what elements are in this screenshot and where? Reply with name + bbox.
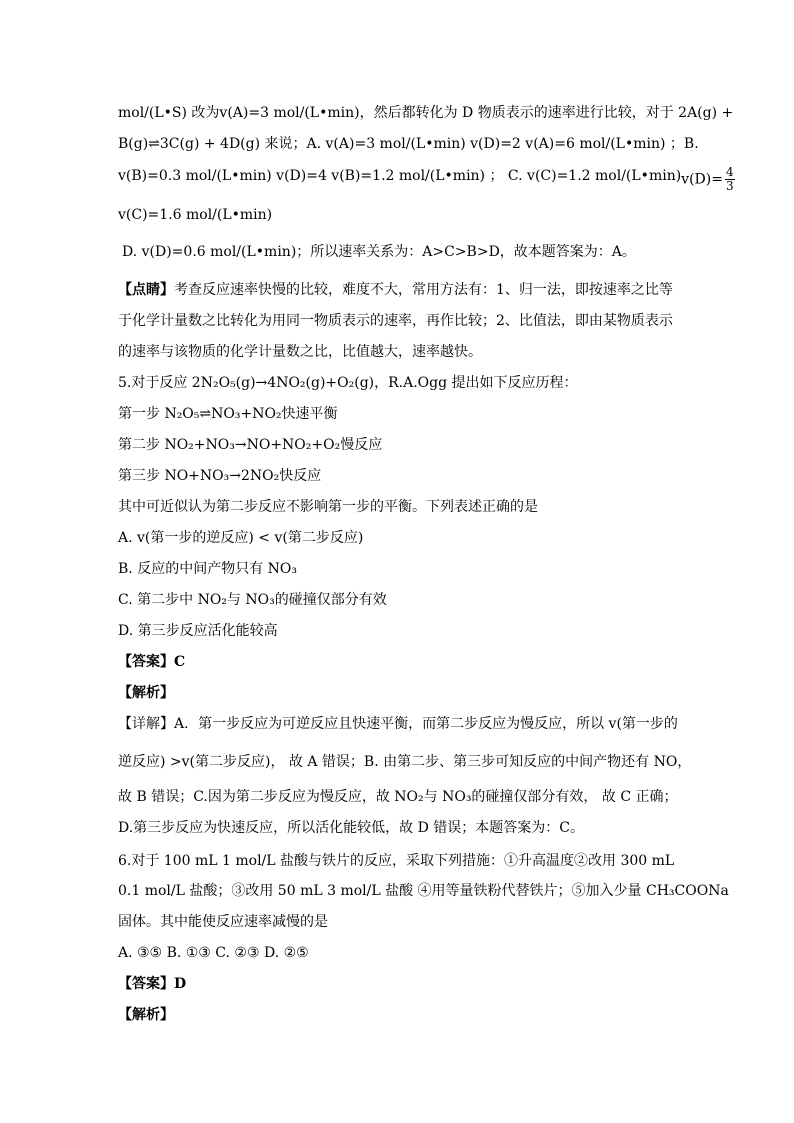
options-line: A. ③⑤ B. ①③ C. ②③ D. ②⑤ [118, 945, 309, 961]
text-line: 故 B 错误；C.因为第二步反应为慢反应，故 NO₂与 NO₃的碰撞仅部分有效， 故 C 正确； [118, 789, 678, 805]
analysis-label: 【解析】 [118, 685, 174, 701]
fraction [725, 166, 735, 193]
text-line: 第一步 N₂O₅⇌NO₃+NO₂快速平衡 [118, 406, 338, 422]
question-title: 6.对于 100 mL 1 mol/L 盐酸与铁片的反应，采取下列措施：①升高温度②改用 300 mL [118, 853, 675, 869]
fraction-denominator: 3 [725, 179, 734, 193]
text-line: v(C)=1.6 mol/(L•min) [118, 207, 273, 223]
text-line: mol/(L•S) 改为v(A)=3 mol/(L•min)，然后都转化为 D 物质表示的速率进行比较，对于 2A(g) + [118, 105, 734, 121]
answer-label: 【答案】C [118, 654, 186, 670]
text-line [118, 165, 734, 193]
text-line: 第三步 NO+NO₃→2NO₂快反应 [118, 468, 322, 484]
text-line: 于化学计量数之比转化为用同一物质表示的速率，再作比较；2、比值法，即由某物质表示 [118, 313, 673, 329]
text-line: 逆反应) >v(第二步反应)， 故 A 错误；B. 由第二步、第三步可知反应的中间产物还有 NO， [118, 754, 692, 770]
text-line: 的速率与该物质的化学计量数之比，比值越大，速率越快。 [118, 344, 482, 360]
option-c: C. 第二步中 NO₂与 NO₃的碰撞仅部分有效 [118, 592, 387, 608]
text-segment [681, 166, 734, 193]
analysis-label: 【解析】 [118, 1007, 174, 1023]
text-line: 其中可近似认为第二步反应不影响第一步的平衡。下列表述正确的是 [118, 499, 538, 515]
answer-label: 【答案】D [118, 976, 187, 992]
text-line [118, 280, 676, 300]
text-line: D.第三步反应为快速反应，所以活化能较低，故 D 错误；本题答案为：C。 [118, 820, 585, 836]
text-line: 0.1 mol/L 盐酸；③改用 50 mL 3 mol/L 盐酸 ④用等量铁粉代替铁片；⑤加入少量 CH₃COONa [118, 883, 729, 899]
text-line: 第二步 NO₂+NO₃→NO+NO₂+O₂慢反应 [118, 437, 383, 453]
question-title: 5.对于反应 2N₂O₅(g)→4NO₂(g)+O₂(g)，R.A.Ogg 提出如下反应历程： [118, 375, 578, 391]
text-segment: v(D)= [681, 171, 723, 188]
text-line: D. v(D)=0.6 mol/(L•min)；所以速率关系为：A>C>B>D，故本题答案为：A。 [122, 244, 636, 260]
text-line [118, 134, 699, 154]
option-d: D. 第三步反应活化能较高 [118, 623, 278, 639]
fraction-numerator: 4 [725, 165, 734, 179]
text-line: 固体。其中能使反应速率减慢的是 [118, 914, 328, 930]
section-label: 【点睛】 [118, 282, 174, 298]
text-segment: B. [683, 136, 699, 152]
text-segment: 考查反应速率快慢的比较，难度不大，常用方法有：1、归一法，即按速率之比等 [174, 282, 673, 298]
text-segment: v(B)=0.3 mol/(L•min) v(D)=4 v(B)=1.2 mol/(L•min) ； C. v(C)=1.2 mol/(L•min) [118, 168, 682, 184]
text-line: 【详解】A．第一步反应为可逆反应且快速平衡，而第二步反应为慢反应，所以 v(第一步的 [118, 716, 678, 732]
text-segment: B(g)⇌3C(g) + 4D(g) 来说；A. v(A)=3 mol/(L•min) v(D)=2 v(A)=6 mol/(L•min) ； [118, 136, 684, 152]
option-a: A. v(第一步的逆反应) < v(第二步反应) [118, 530, 364, 546]
option-b: B. 反应的中间产物只有 NO₃ [118, 561, 297, 577]
